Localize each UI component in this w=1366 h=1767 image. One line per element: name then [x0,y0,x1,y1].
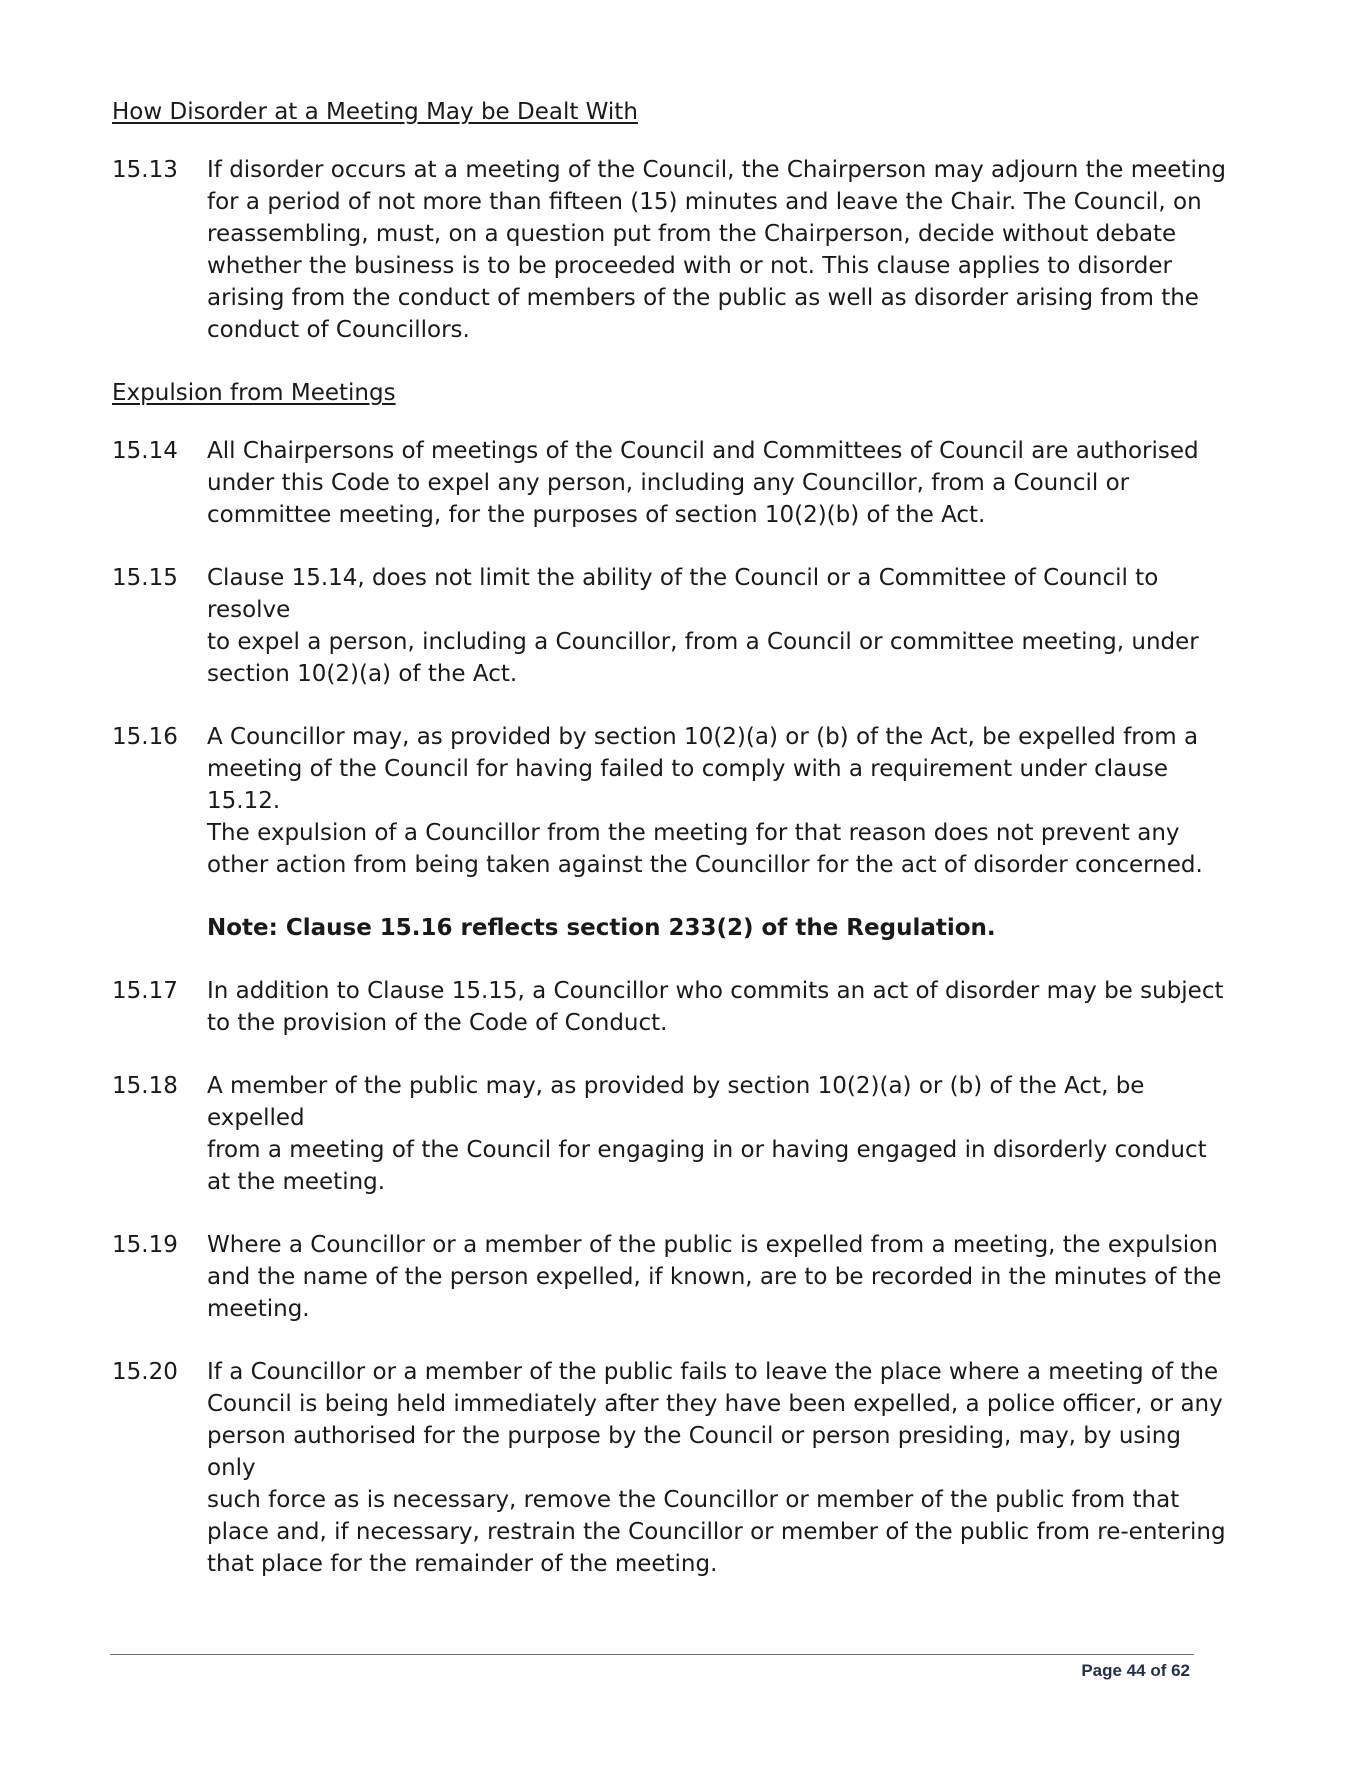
page-number: Page 44 of 62 [1081,1661,1190,1680]
section-heading-expulsion: Expulsion from Meetings [112,380,396,406]
clause-15-13 [112,154,1232,346]
clause-text: If a Councillor or a member of the public fails to leave the place where a meeting of the Council is being held immediately after they have been expelled, a police officer, or any person authorised for the purpose by the Council or person presiding, may, by using only such force as is necessary, remove the Councillor or member of the public from that place and, if necessary, restrain the Councillor or member of the public from re-entering that place for the remainder of the meeting. [207,1359,1226,1577]
clause-number: 15.14 [112,438,178,464]
clause-number: 15.16 [112,724,178,750]
clause-15-20 [112,1356,1232,1580]
clause-15-15 [112,562,1232,690]
clause-15-14 [112,435,1232,531]
clause-number: 15.17 [112,978,178,1004]
clause-text: If disorder occurs at a meeting of the Council, the Chairperson may adjourn the meeting for a period of not more than fifteen (15) minutes and leave the Chair. The Council, on reassembling, must, on a question put from the Chairperson, decide without debate whether the business is to be proceeded with or not. This clause applies to disorder arising from the conduct of members of the public as well as disorder arising from the conduct of Councillors. [207,157,1227,343]
clause-15-19 [112,1229,1232,1325]
clause-text: A member of the public may, as provided by section 10(2)(a) or (b) of the Act, be expelled from a meeting of the Council for engaging in or having engaged in disorderly conduct at the meeting. [207,1073,1207,1195]
clause-text: A Councillor may, as provided by section 10(2)(a) or (b) of the Act, be expelled from a meeting of the Council for having failed to comply with a requirement under clause 15.12. The expulsion of a Councillor from the meeting for that reason does not prevent any other action from being taken against the Councillor for the act of disorder concerned. [207,724,1203,878]
clause-text: Clause 15.14, does not limit the ability of the Council or a Committee of Council to resolve to expel a person, including a Councillor, from a Council or committee meeting, under section 10(2)(a) of the Act. [207,565,1199,687]
clause-15-16 [112,721,1232,881]
clause-15-17 [112,975,1232,1039]
clause-number: 15.15 [112,565,178,591]
clause-text: Where a Councillor or a member of the public is expelled from a meeting, the expulsion and the name of the person expelled, if known, are to be recorded in the minutes of the meeting. [207,1232,1222,1322]
section-heading-disorder: How Disorder at a Meeting May be Dealt With [112,99,638,125]
clause-text: In addition to Clause 15.15, a Councillor who commits an act of disorder may be subject to the provision of the Code of Conduct. [207,978,1224,1036]
clause-number: 15.20 [112,1359,178,1385]
note-regulation: Note: Clause 15.16 reflects section 233(2) of the Regulation. [207,915,996,941]
clause-number: 15.13 [112,157,178,183]
clause-number: 15.19 [112,1232,178,1258]
clause-number: 15.18 [112,1073,178,1099]
clause-text: All Chairpersons of meetings of the Council and Committees of Council are authorised under this Code to expel any person, including any Councillor, from a Council or committee meeting, for the purposes of section 10(2)(b) of the Act. [207,438,1199,528]
footer-divider [110,1654,1194,1655]
clause-15-18 [112,1070,1232,1198]
page-content [112,96,1232,1611]
